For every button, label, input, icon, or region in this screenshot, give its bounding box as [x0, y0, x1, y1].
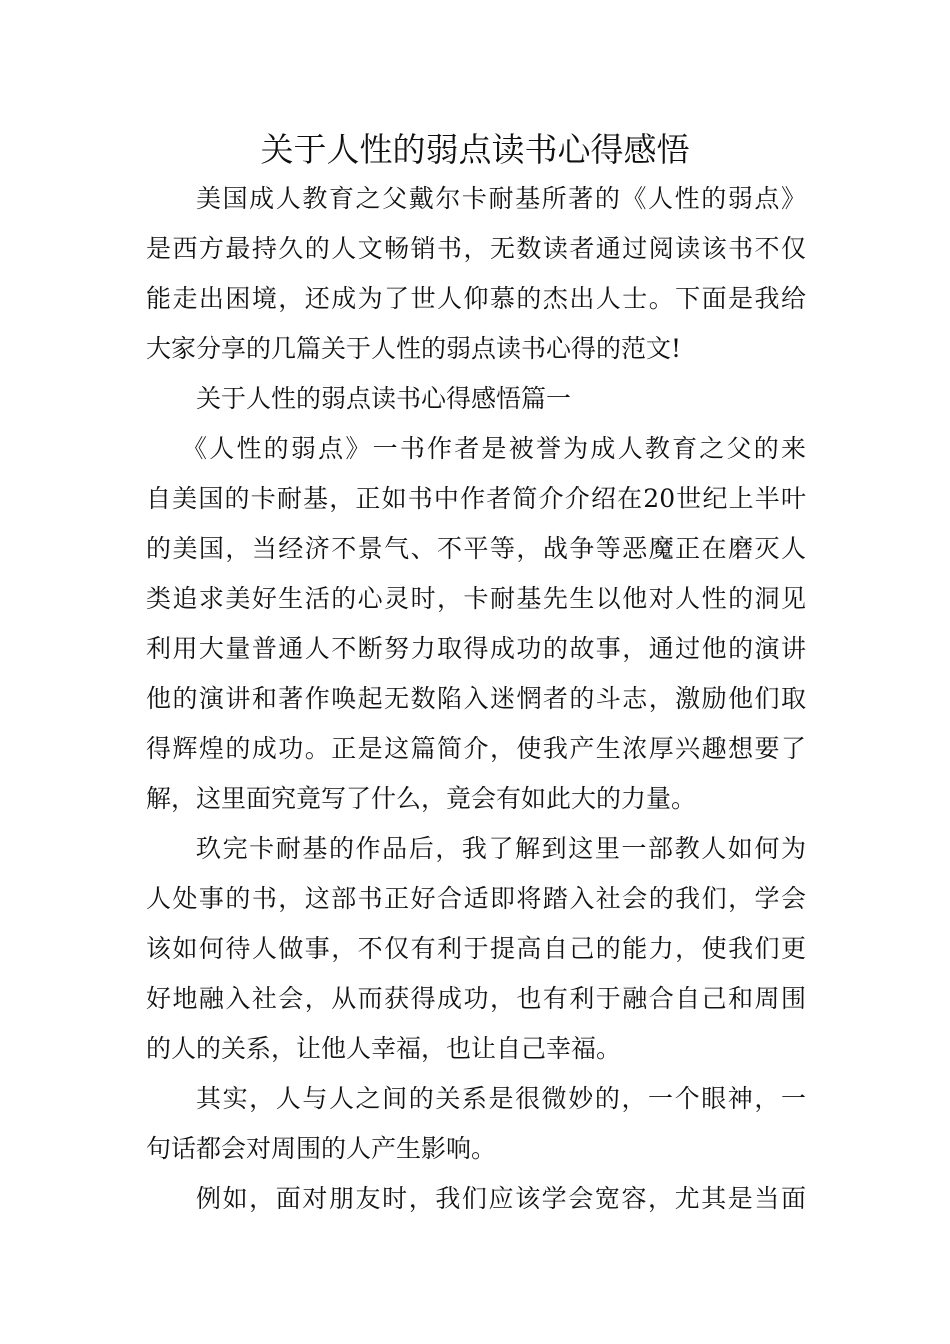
document-title: 关于人性的弱点读书心得感悟: [260, 130, 690, 169]
paragraph-line: 其实，人与人之间的关系是很微妙的，一个眼神，一: [196, 1084, 806, 1113]
paragraph-line: 得辉煌的成功。正是这篇简介，使我产生浓厚兴趣想要了: [146, 734, 806, 763]
paragraph-line: 人处事的书，这部书正好合适即将踏入社会的我们，学会: [146, 884, 806, 913]
section-heading: 关于人性的弱点读书心得感悟篇一: [196, 384, 572, 413]
paragraph-line: 玖完卡耐基的作品后，我了解到这里一部教人如何为: [196, 834, 806, 863]
paragraph-line: 解，这里面究竟写了什么，竟会有如此大的力量。: [146, 784, 697, 813]
paragraph-line: 例如，面对朋友时，我们应该学会宽容，尤其是当面: [196, 1184, 806, 1213]
paragraph-line: 他的演讲和著作唤起无数陷入迷惘者的斗志，激励他们取: [146, 684, 806, 713]
paragraph-line: 该如何待人做事，不仅有利于提高自己的能力，使我们更: [146, 934, 806, 963]
paragraph-line: 句话都会对周围的人产生影响。: [146, 1134, 497, 1163]
paragraph-line: 利用大量普通人不断努力取得成功的故事，通过他的演讲: [146, 634, 806, 663]
paragraph-line: 的美国，当经济不景气、不平等，战争等恶魔正在磨灭人: [146, 534, 806, 563]
paragraph-line: 美国成人教育之父戴尔卡耐基所著的《人性的弱点》: [196, 184, 806, 213]
paragraph-line: 能走出困境，还成为了世人仰慕的杰出人士。下面是我给: [146, 284, 806, 313]
paragraph-line: 的人的关系，让他人幸福，也让自己幸福。: [146, 1034, 622, 1063]
paragraph-line: 自美国的卡耐基，正如书中作者简介介绍在20世纪上半叶: [146, 484, 806, 513]
paragraph-line: 好地融入社会，从而获得成功，也有利于融合自己和周围: [146, 984, 806, 1013]
paragraph-line: 《人性的弱点》一书作者是被誉为成人教育之父的来: [182, 434, 806, 463]
paragraph-line: 类追求美好生活的心灵时，卡耐基先生以他对人性的洞见: [146, 584, 806, 613]
paragraph-line: 大家分享的几篇关于人性的弱点读书心得的范文!: [146, 334, 682, 363]
paragraph-line: 是西方最持久的人文畅销书，无数读者通过阅读该书不仅: [146, 234, 806, 263]
